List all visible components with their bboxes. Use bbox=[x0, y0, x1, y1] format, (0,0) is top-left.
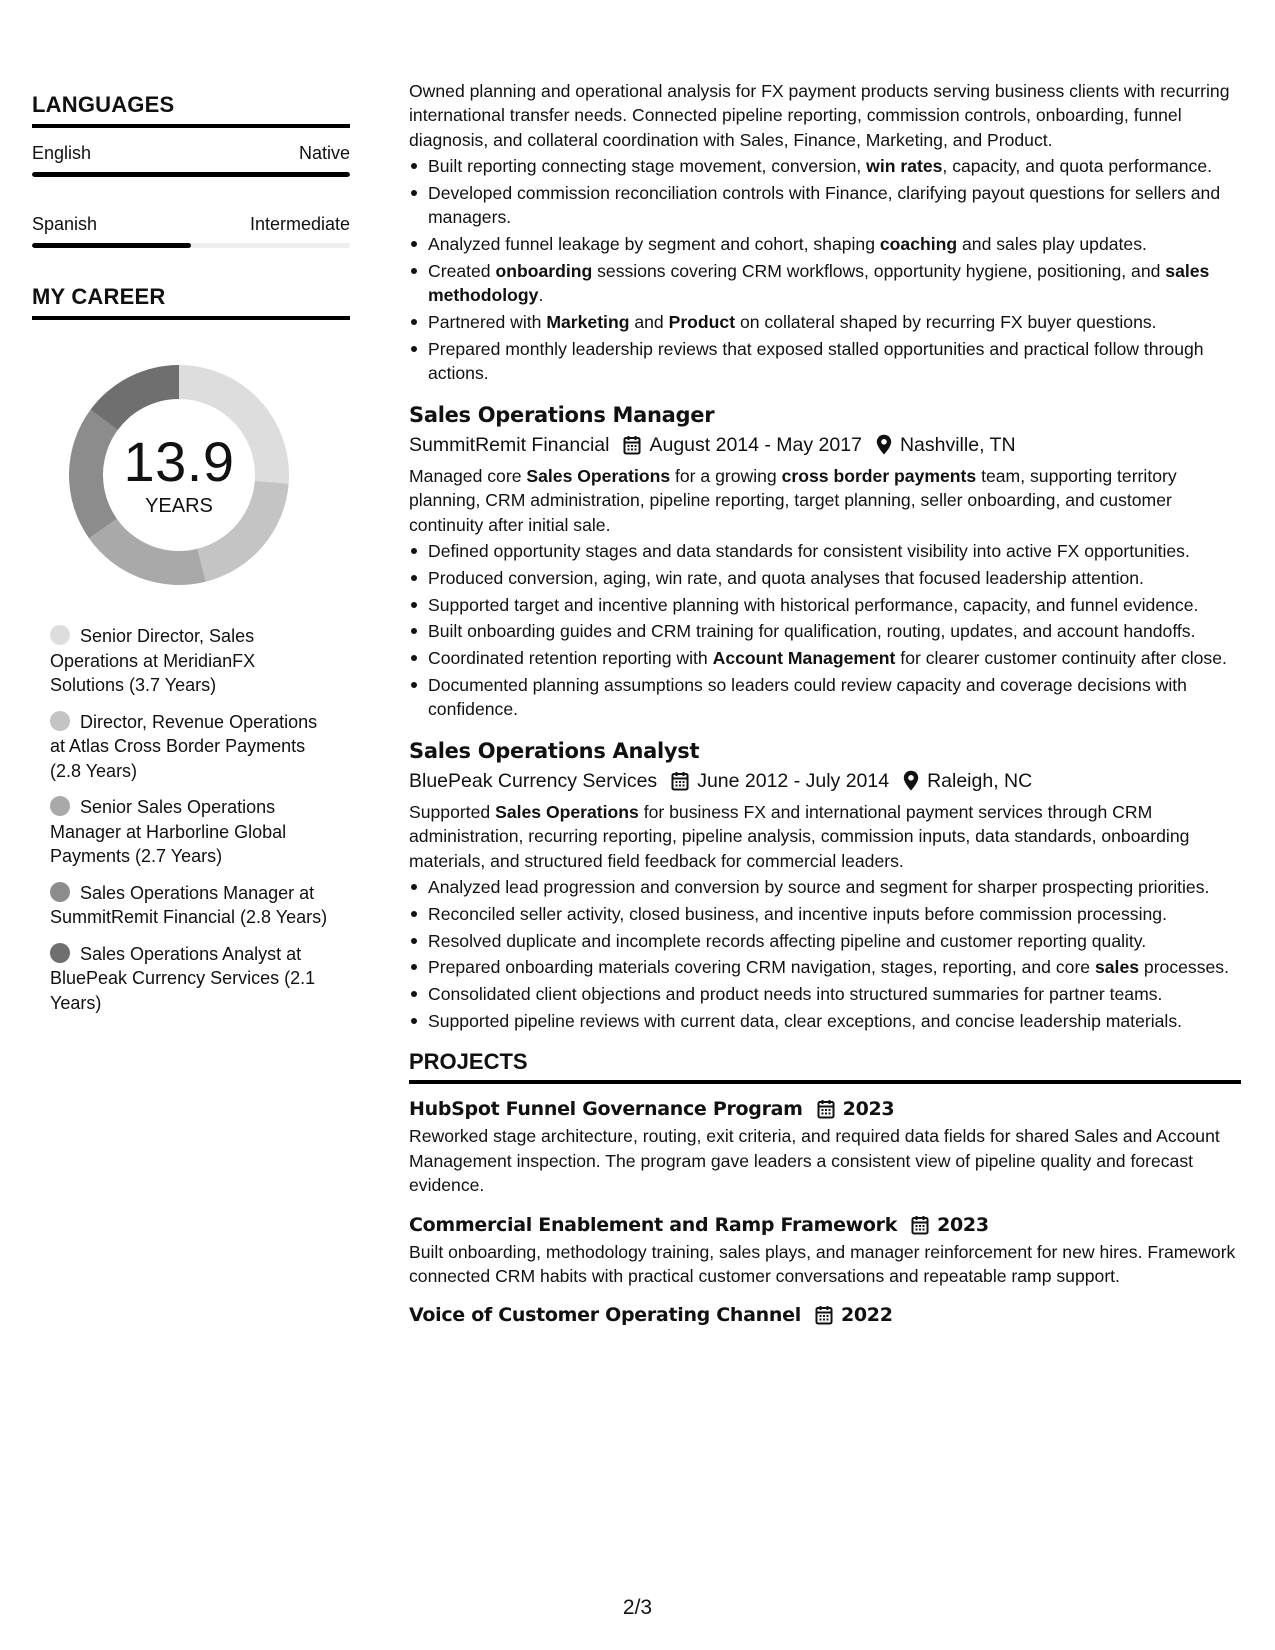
language-item bbox=[32, 213, 350, 248]
calendar-icon bbox=[911, 1215, 929, 1235]
location-pin-icon bbox=[903, 770, 919, 791]
job-summary: Managed core Sales Operations for a growing cross border payments team, supporting territory planning, CRM administration, pipeline reporting, target planning, seller onboarding, and customer continuity after initial sale. bbox=[409, 465, 1177, 535]
language-name: Spanish bbox=[32, 214, 98, 234]
legend-dot-icon bbox=[50, 882, 70, 902]
legend-label: Sales Operations Manager at SummitRemit Financial (2.8 Years) bbox=[50, 882, 328, 927]
language-level: Intermediate bbox=[249, 214, 350, 234]
project-entry bbox=[409, 1210, 1241, 1289]
career-heading: MY CAREER bbox=[32, 284, 350, 320]
page-number: 2/3 bbox=[622, 1596, 653, 1619]
bullet-item: Reconciled seller activity, closed business, and incentive inputs before commission processing. bbox=[409, 902, 1241, 926]
job-meta bbox=[409, 430, 1241, 460]
bullet-item: Supported pipeline reviews with current data, clear exceptions, and concise leadership materials. bbox=[409, 1009, 1241, 1033]
bullet-item: Analyzed lead progression and conversion by source and segment for sharper prospecting priorities. bbox=[409, 875, 1241, 899]
sidebar bbox=[32, 92, 350, 1027]
career-total-years: 13.9 bbox=[123, 429, 235, 493]
career-legend-item bbox=[50, 942, 330, 1016]
language-item bbox=[32, 142, 350, 177]
languages-heading: LANGUAGES bbox=[32, 92, 350, 128]
language-proficiency-bar bbox=[32, 172, 350, 177]
bullet-item: Developed commission reconciliation controls with Finance, clarifying payout questions for sellers and managers. bbox=[409, 181, 1241, 230]
project-description: Reworked stage architecture, routing, exit criteria, and required data fields for shared Sales and Account Management inspection. The program gave leaders a consistent view of pipeline quality and forecast evidence. bbox=[409, 1126, 1220, 1196]
job-summary: Supported Sales Operations for business FX and international payment services through CRM administration, recurring reporting, pipeline analysis, commission inputs, data standards, onboarding materials, and structured field feedback for commercial leaders. bbox=[409, 801, 1190, 871]
bullet-item: Defined opportunity stages and data standards for consistent visibility into active FX opportunities. bbox=[409, 539, 1241, 563]
career-legend-item bbox=[50, 795, 330, 869]
bullet-item: Prepared monthly leadership reviews that exposed stalled opportunities and practical follow through actions. bbox=[409, 337, 1241, 386]
career-legend-item bbox=[50, 881, 330, 930]
job-title: Sales Operations Manager bbox=[409, 402, 715, 427]
language-proficiency-fill bbox=[32, 172, 350, 177]
job-meta bbox=[409, 766, 1241, 796]
job-company: SummitRemit Financial bbox=[409, 433, 610, 456]
legend-label: Senior Director, Sales Operations at MeridianFX Solutions (3.7 Years) bbox=[50, 626, 256, 695]
location-pin-icon bbox=[876, 434, 892, 455]
career-legend-item bbox=[50, 624, 330, 698]
legend-dot-icon bbox=[50, 943, 70, 963]
job-bullets bbox=[409, 539, 1241, 722]
bullet-item: Supported target and incentive planning with historical performance, capacity, and funnel evidence. bbox=[409, 593, 1241, 617]
project-description: Built onboarding, methodology training, sales plays, and manager reinforcement for new hires. Framework connected CRM habits with practical customer conversations and repeatable ramp support. bbox=[409, 1241, 1236, 1287]
bullet-item: Produced conversion, aging, win rate, and quota analyses that focused leadership attention. bbox=[409, 566, 1241, 590]
language-level: Native bbox=[298, 143, 350, 163]
bullet-item: Prepared onboarding materials covering CRM navigation, stages, reporting, and core sales processes. bbox=[409, 955, 1241, 979]
job-title: Sales Operations Analyst bbox=[409, 738, 700, 763]
job-entry bbox=[409, 736, 1241, 1034]
calendar-icon bbox=[671, 771, 689, 791]
language-name: English bbox=[32, 143, 92, 163]
legend-dot-icon bbox=[50, 796, 70, 816]
bullet-item: Built onboarding guides and CRM training for qualification, routing, updates, and account handoffs. bbox=[409, 619, 1241, 643]
job-bullets bbox=[409, 875, 1241, 1033]
bullet-item: Partnered with Marketing and Product on collateral shaped by recurring FX buyer questions. bbox=[409, 310, 1241, 334]
legend-label: Director, Revenue Operations at Atlas Cross Border Payments (2.8 Years) bbox=[50, 711, 318, 781]
job-dates: June 2012 - July 2014 bbox=[697, 769, 890, 792]
bullet-item: Consolidated client objections and product needs into structured summaries for partner teams. bbox=[409, 982, 1241, 1006]
job-company: BluePeak Currency Services bbox=[409, 769, 658, 792]
bullet-item: Resolved duplicate and incomplete records affecting pipeline and customer reporting quality. bbox=[409, 929, 1241, 953]
bullet-item: Documented planning assumptions so leaders could review capacity and coverage decisions with confidence. bbox=[409, 673, 1241, 722]
project-title: Voice of Customer Operating Channel bbox=[409, 1304, 801, 1327]
calendar-icon bbox=[623, 435, 641, 455]
calendar-icon bbox=[817, 1099, 835, 1119]
project-title: HubSpot Funnel Governance Program bbox=[409, 1098, 803, 1121]
job-intro-bullets bbox=[409, 154, 1241, 386]
legend-dot-icon bbox=[50, 625, 70, 645]
main-content bbox=[409, 79, 1241, 1330]
career-total-unit: YEARS bbox=[145, 494, 213, 517]
bullet-item: Coordinated retention reporting with Account Management for clearer customer continuity after close. bbox=[409, 646, 1241, 670]
project-title: Commercial Enablement and Ramp Framework bbox=[409, 1213, 898, 1236]
bullet-item: Created onboarding sessions covering CRM workflows, opportunity hygiene, positioning, and sales methodology. bbox=[409, 259, 1241, 308]
bullet-item: Built reporting connecting stage movement, conversion, win rates, capacity, and quota performance. bbox=[409, 154, 1241, 178]
job-entry bbox=[409, 400, 1241, 722]
project-year: 2023 bbox=[937, 1213, 989, 1236]
legend-label: Senior Sales Operations Manager at Harborline Global Payments (2.7 Years) bbox=[50, 797, 287, 866]
career-legend-item bbox=[50, 710, 330, 784]
career-donut-chart bbox=[66, 362, 292, 588]
projects-heading: PROJECTS bbox=[409, 1049, 1241, 1084]
bullet-item: Analyzed funnel leakage by segment and cohort, shaping coaching and sales play updates. bbox=[409, 232, 1241, 256]
language-proficiency-bar bbox=[32, 243, 350, 248]
legend-label: Sales Operations Analyst at BluePeak Currency Services (2.1 Years) bbox=[50, 943, 316, 1013]
calendar-icon bbox=[815, 1305, 833, 1325]
project-entry bbox=[409, 1094, 1241, 1197]
legend-dot-icon bbox=[50, 711, 70, 731]
job-intro-summary: Owned planning and operational analysis for FX payment products serving business clients with recurring international transfer needs. Connected pipeline reporting, commission controls, onboarding, funnel diagnosis, and collateral coordination with Sales, Finance, Marketing, and Product. bbox=[409, 81, 1230, 150]
job-location: Raleigh, NC bbox=[927, 769, 1033, 792]
job-dates: August 2014 - May 2017 bbox=[649, 433, 862, 456]
language-proficiency-fill bbox=[32, 243, 191, 248]
project-year: 2022 bbox=[840, 1304, 893, 1327]
job-location: Nashville, TN bbox=[899, 433, 1016, 456]
career-legend bbox=[32, 624, 350, 1015]
project-year: 2023 bbox=[842, 1098, 895, 1121]
project-entry bbox=[409, 1300, 1241, 1330]
languages-list bbox=[32, 142, 350, 248]
